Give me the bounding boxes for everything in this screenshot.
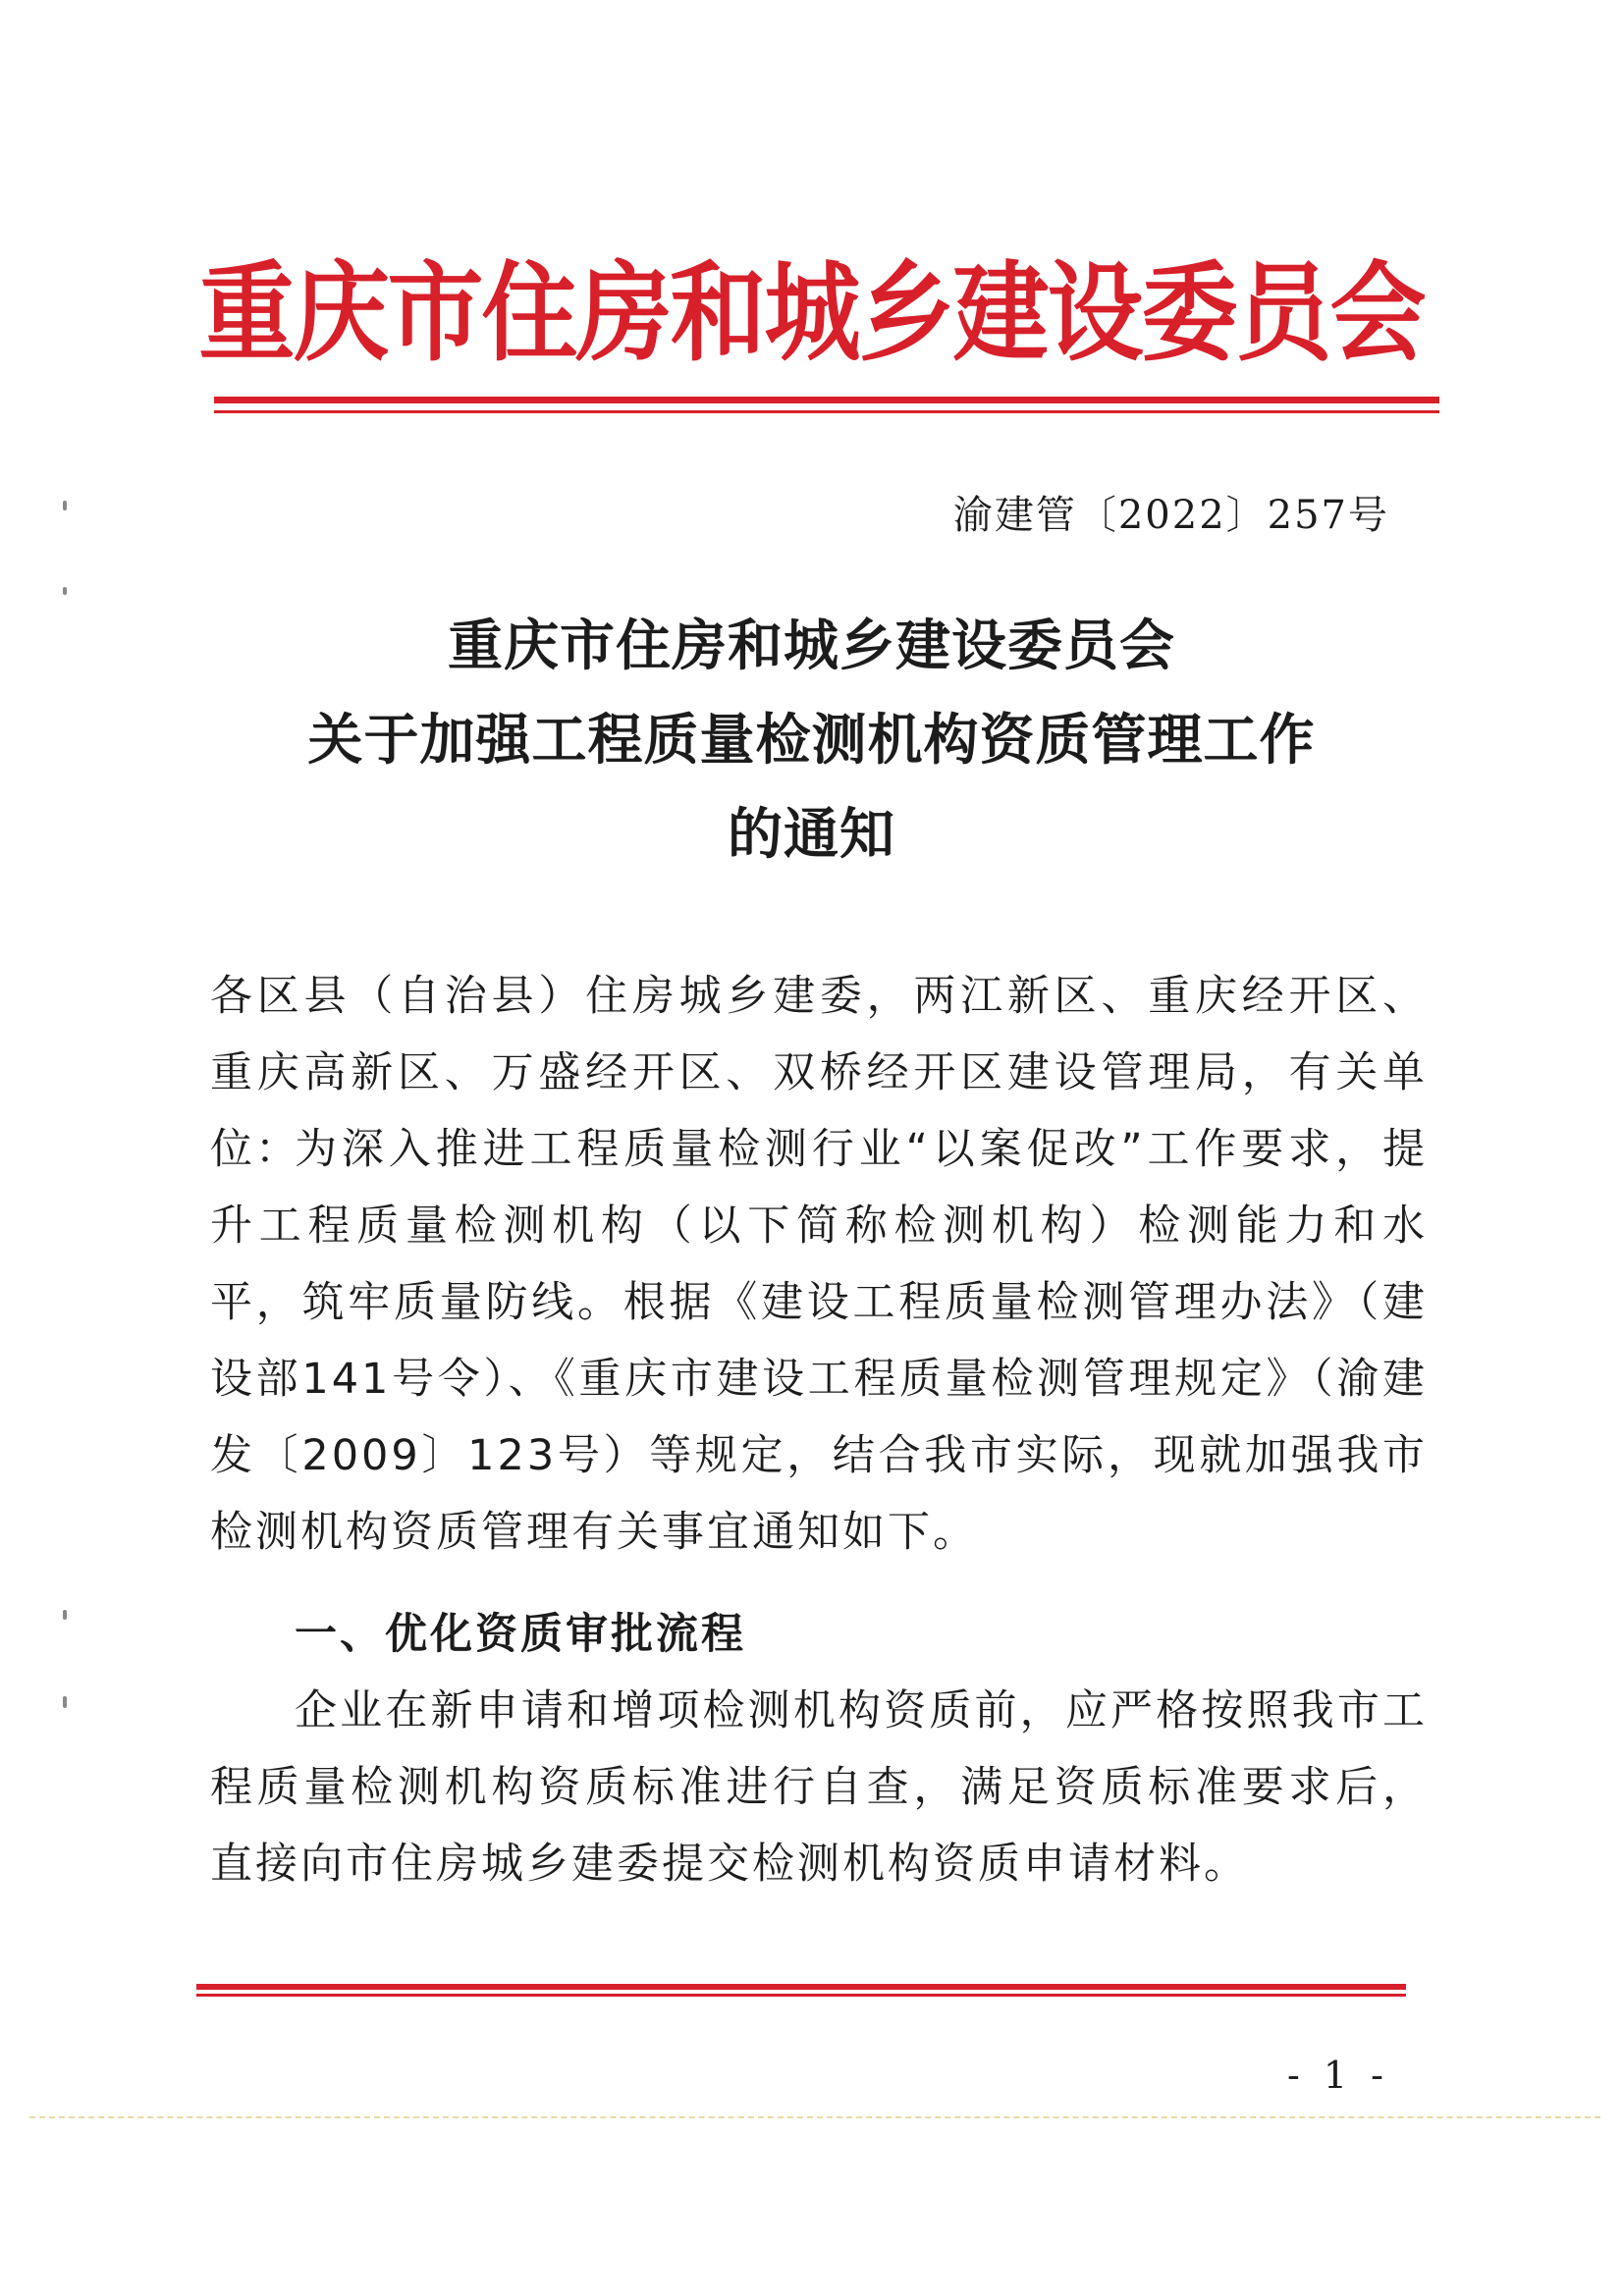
header-rule-thin — [214, 410, 1439, 413]
document-number: 渝建管〔2022〕257号 — [952, 493, 1389, 538]
notice-title — [196, 599, 1427, 881]
notice-title-line-2: 关于加强工程质量检测机构资质管理工作 — [307, 708, 1316, 773]
header-org-name: 重庆市住房和城乡建设委员会 — [198, 250, 1425, 377]
scan-mark — [63, 1696, 67, 1708]
intro-text: 为深入推进工程质量检测行业“以案促改”工作要求，提升工程质量检测机构（以下简称检测机构）检测能力和水平，筑牢质量防线。根据《建设工程质量检测管理办法》（建设部141号令）、《重庆市建设工程质量检测管理规定》（渝建发〔2009〕123号）等规定，结合我市实际，现就加强我市检测机构资质管理有关事宜通知如下。 — [210, 1125, 1428, 1557]
header-rule-thick — [214, 397, 1439, 403]
scan-edge-line — [29, 2116, 1600, 2118]
scan-mark — [63, 501, 67, 510]
footer-rule-thin — [196, 1994, 1406, 1997]
recipients-text: 各区县（自治县）住房城乡建委，两江新区、重庆经开区、重庆高新区、万盛经开区、双桥经开区建设管理局，有关单位： — [210, 972, 1428, 1174]
section-1-paragraph — [210, 1673, 1428, 1902]
scan-mark — [63, 587, 67, 595]
intro-paragraph — [210, 1111, 1428, 1571]
footer-rule-thick — [196, 1984, 1406, 1990]
section-1-text: 企业在新申请和增项检测机构资质前，应严格按照我市工程质量检测机构资质标准进行自查，满足资质标准要求后，直接向市住房城乡建委提交检测机构资质申请材料。 — [210, 1686, 1428, 1889]
notice-title-line-3: 的通知 — [728, 802, 895, 867]
scan-mark — [63, 1610, 67, 1620]
section-1-heading: 一、优化资质审批流程 — [295, 1610, 746, 1659]
notice-title-line-1: 重庆市住房和城乡建设委员会 — [448, 614, 1175, 678]
page-number: - 1 - — [1286, 2054, 1389, 2097]
